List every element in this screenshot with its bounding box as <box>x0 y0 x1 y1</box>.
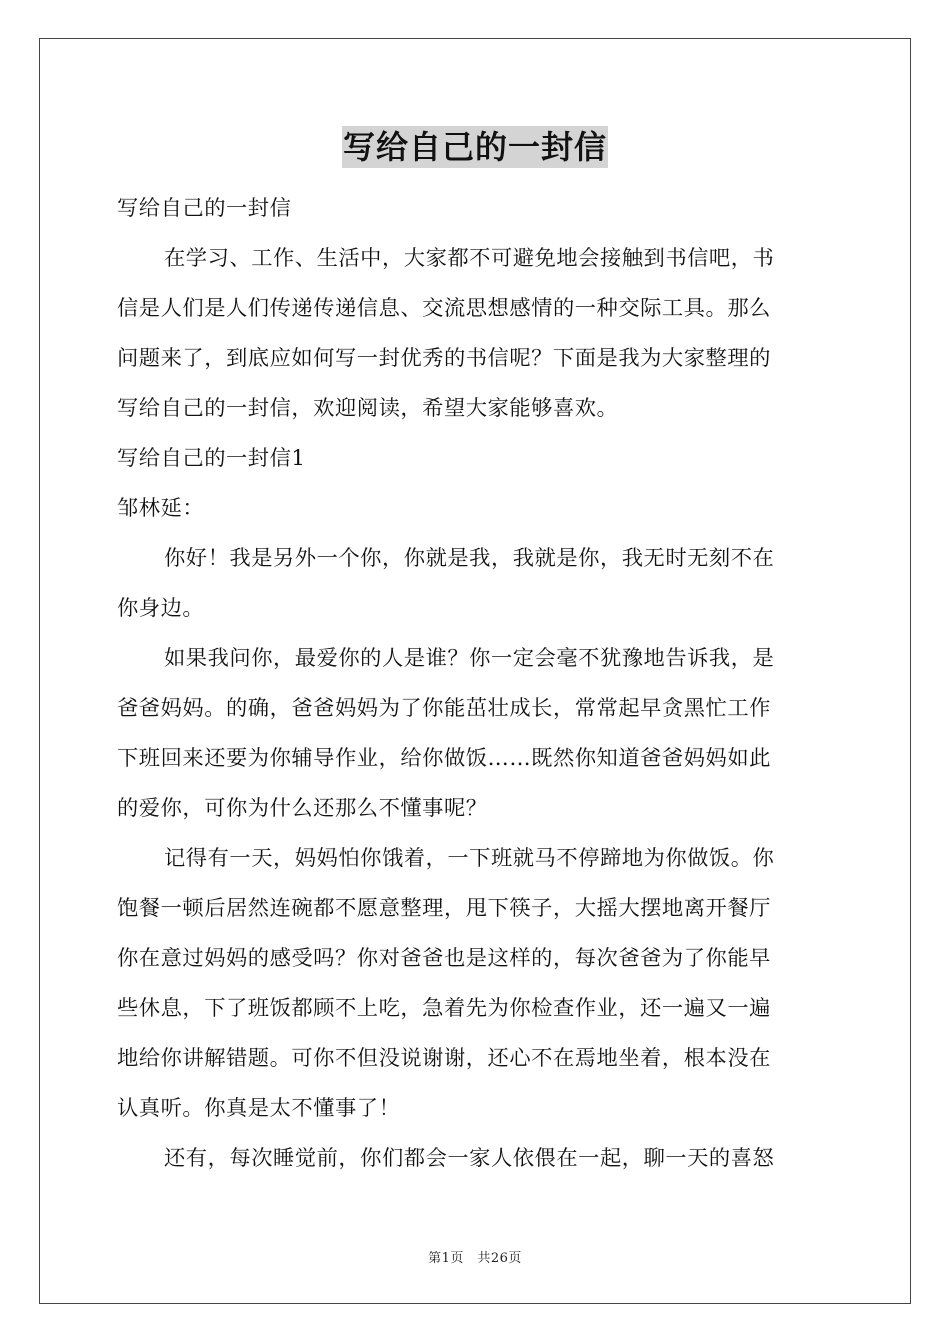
text-line: 问题来了，到底应如何写一封优秀的书信呢？下面是我为大家整理的 <box>117 346 771 371</box>
section-heading: 写给自己的一封信1 <box>117 446 306 471</box>
text-line: 在学习、工作、生活中，大家都不可避免地会接触到书信吧，书 <box>164 246 775 271</box>
text-line: 你身边。 <box>117 596 205 621</box>
text-line: 你在意过妈妈的感受吗？你对爸爸也是这样的，每次爸爸为了你能早 <box>117 946 771 971</box>
text-line: 还有，每次睡觉前，你们都会一家人依偎在一起，聊一天的喜怒 <box>164 1146 775 1171</box>
salutation: 邹林延： <box>117 496 205 521</box>
text-line: 写给自己的一封信，欢迎阅读，希望大家能够喜欢。 <box>117 396 619 421</box>
text-line: 如果我问你，最爱你的人是谁？你一定会毫不犹豫地告诉我，是 <box>164 646 775 671</box>
text-line: 地给你讲解错题。可你不但没说谢谢，还心不在焉地坐着，根本没在 <box>117 1046 771 1071</box>
text-line: 下班回来还要为你辅导作业，给你做饭……既然你知道爸爸妈妈如此 <box>117 746 771 771</box>
text-line: 你好！我是另外一个你，你就是我，我就是你，我无时无刻不在 <box>164 546 775 571</box>
text-line: 记得有一天，妈妈怕你饿着，一下班就马不停蹄地为你做饭。你 <box>164 846 775 871</box>
title-row <box>117 126 833 176</box>
subtitle-line: 写给自己的一封信 <box>117 196 292 221</box>
text-line: 饱餐一顿后居然连碗都不愿意整理，甩下筷子，大摇大摆地离开餐厅 <box>117 896 771 921</box>
page-number-footer: 第1页 共26页 <box>428 1251 522 1266</box>
text-line: 认真听。你真是太不懂事了！ <box>117 1096 401 1121</box>
document-body <box>117 126 833 1184</box>
text-line: 的爱你，可你为什么还那么不懂事呢？ <box>117 796 488 821</box>
text-line: 爸爸妈妈。的确，爸爸妈妈为了你能茁壮成长，常常起早贪黑忙工作 <box>117 696 771 721</box>
text-line: 信是人们是人们传递传递信息、交流思想感情的一种交际工具。那么 <box>117 296 771 321</box>
document-title: 写给自己的一封信 <box>342 128 607 166</box>
text-line: 些休息，下了班饭都顾不上吃，急着先为你检查作业，还一遍又一遍 <box>117 996 771 1021</box>
